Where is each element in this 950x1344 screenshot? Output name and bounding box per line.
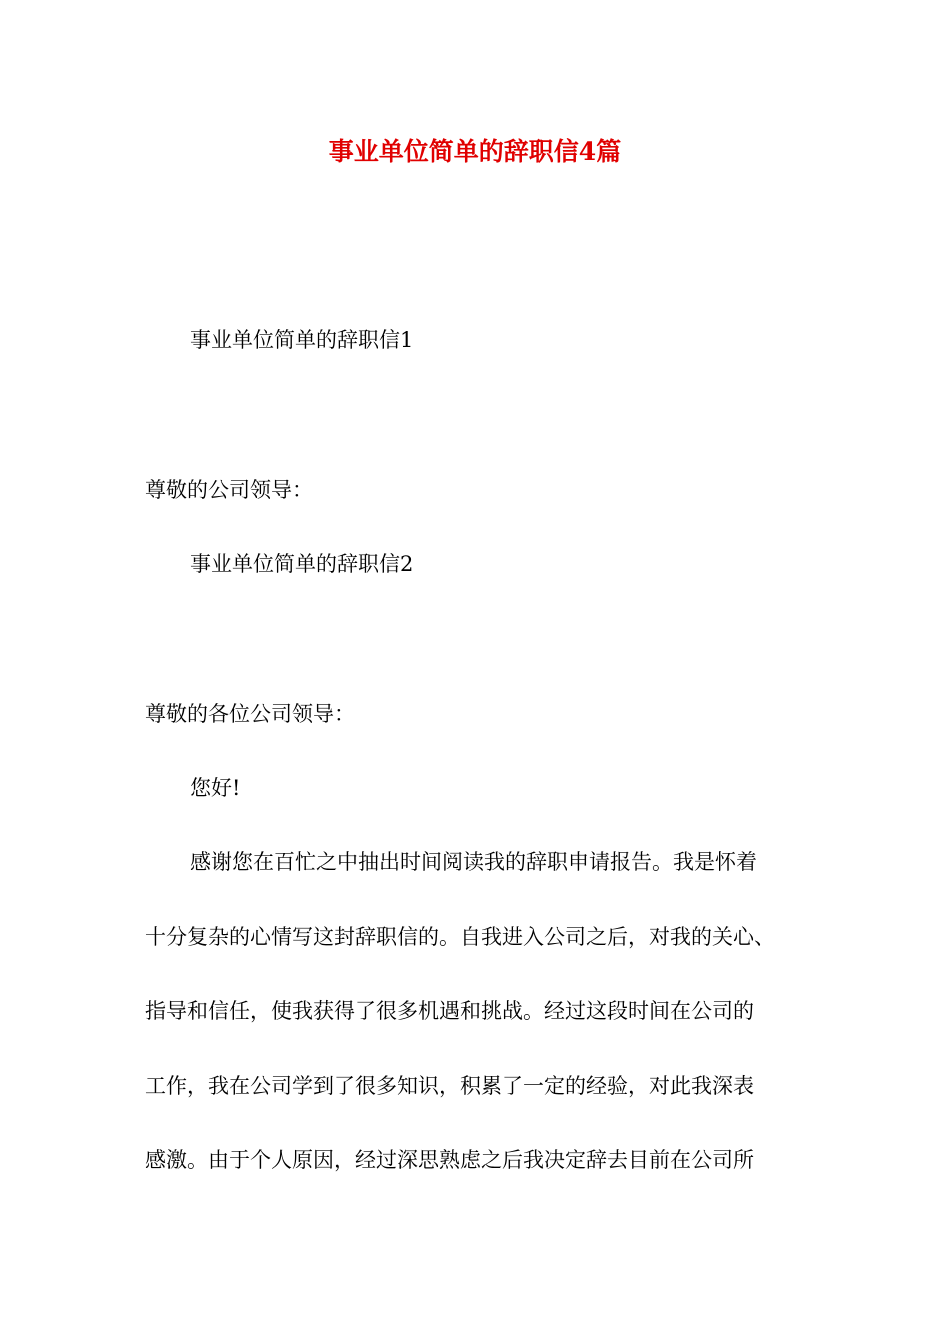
document-title: 事业单位简单的辞职信4篇 [328,137,622,166]
salutation-1: 尊敬的公司领导： [145,478,313,502]
letter-heading-2: 事业单位简单的辞职信2 [190,552,414,576]
body-line-2: 十分复杂的心情写这封辞职信的。自我进入公司之后，对我的关心、 [145,925,775,949]
body-line-4: 工作，我在公司学到了很多知识，积累了一定的经验，对此我深表 [145,1074,754,1098]
greeting: 您好! [190,776,241,800]
salutation-2: 尊敬的各位公司领导： [145,702,355,726]
letter-heading-1: 事业单位简单的辞职信1 [190,328,414,352]
body-line-3: 指导和信任，使我获得了很多机遇和挑战。经过这段时间在公司的 [145,999,754,1023]
body-line-5: 感激。由于个人原因，经过深思熟虑之后我决定辞去目前在公司所 [145,1148,754,1172]
body-line-1: 感谢您在百忙之中抽出时间阅读我的辞职申请报告。我是怀着 [190,850,757,874]
